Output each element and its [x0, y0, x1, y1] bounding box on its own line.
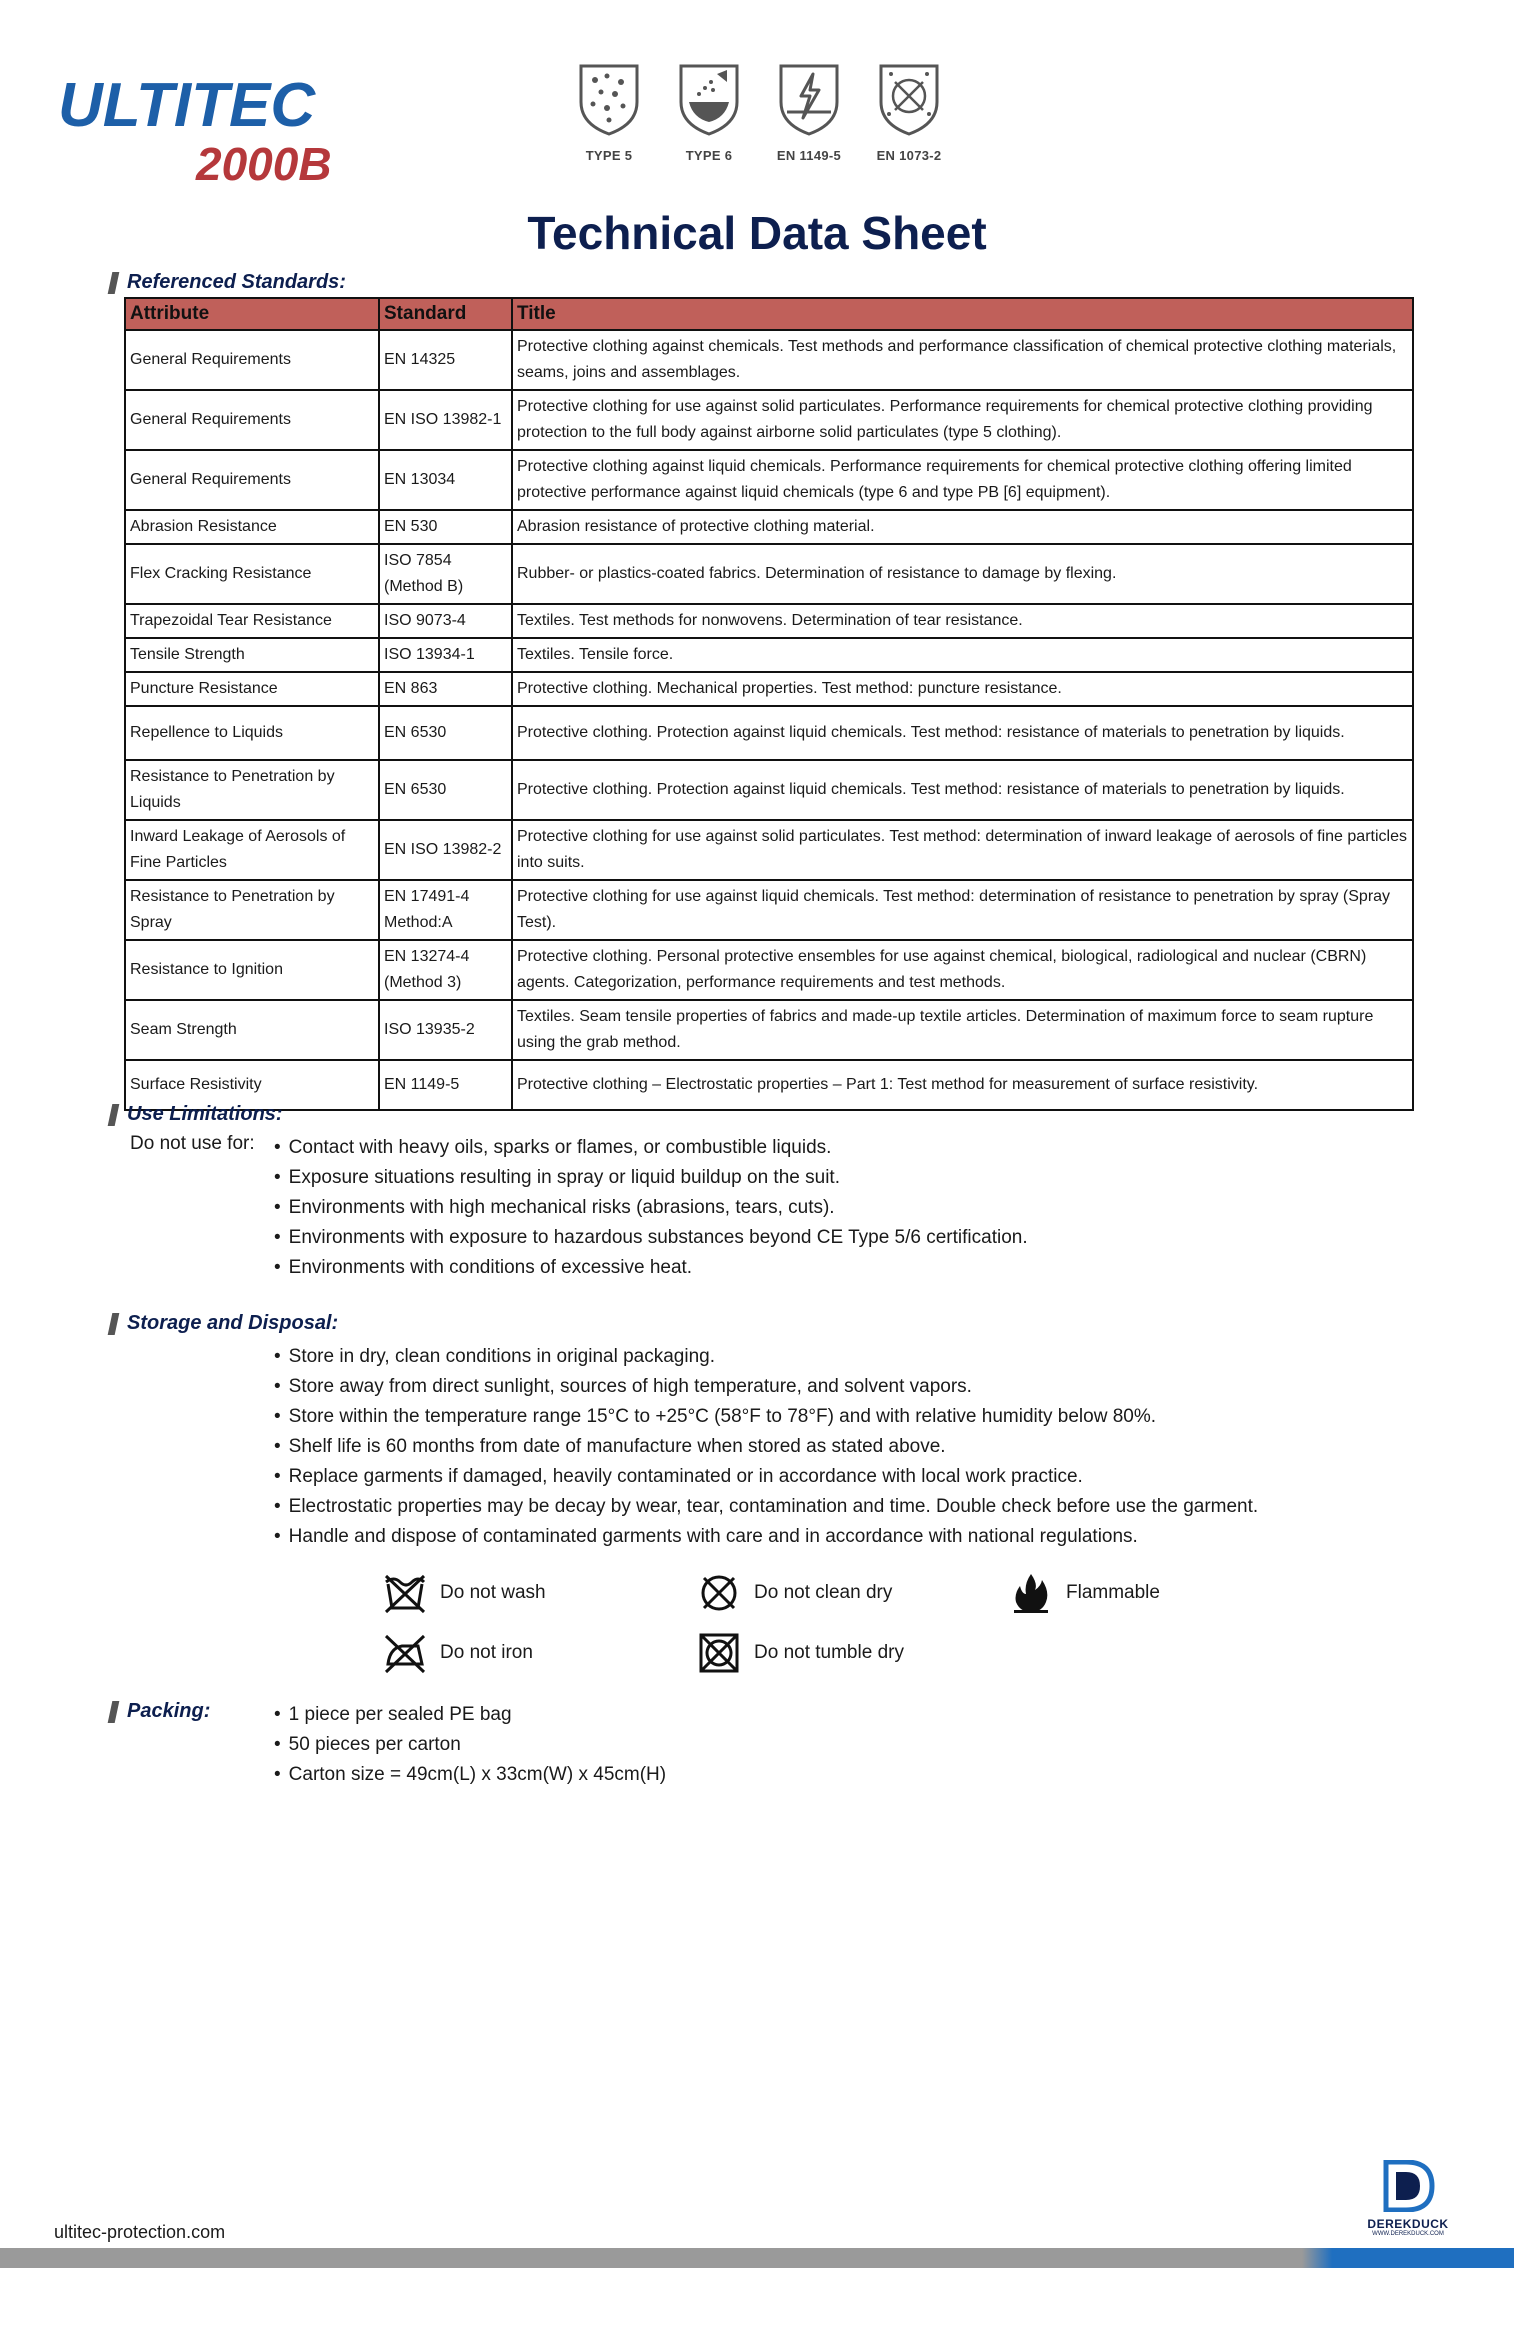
- attribute-cell: Surface Resistivity: [125, 1060, 379, 1110]
- list-item: • 50 pieces per carton: [274, 1730, 666, 1760]
- table-row: [125, 1000, 1413, 1060]
- attribute-cell: Resistance to Penetration by Spray: [125, 880, 379, 940]
- title-cell: Protective clothing for use against solid particulates. Performance requirements for chemical protective clothing providing protection to the full body against airborne solid particulates (type 5 clothing).: [512, 390, 1413, 450]
- attribute-cell: Flex Cracking Resistance: [125, 544, 379, 604]
- standard-cell: EN 1149-5: [379, 1060, 512, 1110]
- standard-cell: EN 13274-4 (Method 3): [379, 940, 512, 1000]
- attribute-cell: General Requirements: [125, 330, 379, 390]
- title-cell: Protective clothing for use against solid particulates. Test method: determination of inward leakage of aerosols of fine particles into suits.: [512, 820, 1413, 880]
- section-heading-text: Storage and Disposal:: [127, 1312, 339, 1334]
- table-row: [125, 820, 1413, 880]
- table-row: [125, 880, 1413, 940]
- table-row: [125, 1060, 1413, 1110]
- title-cell: Protective clothing against liquid chemicals. Performance requirements for chemical protective clothing offering limited protective performance against liquid chemicals (type 6 and type PB [6] equipment).: [512, 450, 1413, 510]
- attribute-cell: Trapezoidal Tear Resistance: [125, 604, 379, 638]
- certification-icons: [572, 62, 946, 163]
- section-bar: [108, 272, 120, 294]
- standard-cell: EN ISO 13982-1: [379, 390, 512, 450]
- referenced-standards-heading: [110, 271, 346, 294]
- care-label: Do not tumble dry: [754, 1642, 904, 1663]
- column-header: Standard: [379, 298, 512, 330]
- table-row: [125, 940, 1413, 1000]
- use-limitations-list: [274, 1133, 1028, 1283]
- do-not-iron-icon: [382, 1632, 428, 1674]
- radioactive-particles-icon: [877, 62, 941, 138]
- care-no-iron: [382, 1632, 533, 1674]
- title-cell: Protective clothing for use against liquid chemicals. Test method: determination of resistance to penetration by spray (Spray Test).: [512, 880, 1413, 940]
- attribute-cell: Tensile Strength: [125, 638, 379, 672]
- table-row: [125, 638, 1413, 672]
- standard-cell: EN 530: [379, 510, 512, 544]
- ultitec-logo: [56, 62, 376, 192]
- packing-heading: [110, 1700, 210, 1723]
- attribute-cell: General Requirements: [125, 450, 379, 510]
- section-heading-text: Use Limitations:: [127, 1103, 283, 1125]
- list-item: • Contact with heavy oils, sparks or flames, or combustible liquids.: [274, 1133, 1028, 1163]
- title-cell: Protective clothing against chemicals. Test methods and performance classification of chemical protective clothing materials, seams, joins and assemblages.: [512, 330, 1413, 390]
- list-item: • Environments with exposure to hazardous substances beyond CE Type 5/6 certification.: [274, 1223, 1028, 1253]
- logo-brand-text: ULTITEC: [58, 71, 316, 140]
- list-item: • Carton size = 49cm(L) x 33cm(W) x 45cm(H): [274, 1760, 666, 1790]
- title-cell: Protective clothing. Personal protective ensembles for use against chemical, biological, radiological and nuclear (CBRN) agents. Categorization, performance requirements and test methods.: [512, 940, 1413, 1000]
- title-cell: Protective clothing. Protection against liquid chemicals. Test method: resistance of materials to penetration by liquids.: [512, 760, 1413, 820]
- title-cell: Protective clothing. Mechanical properties. Test method: puncture resistance.: [512, 672, 1413, 706]
- table-row: [125, 604, 1413, 638]
- partner-site: WWW.DEREKDUCK.COM: [1372, 2231, 1444, 2237]
- care-label: Do not iron: [440, 1642, 533, 1663]
- title-cell: Rubber- or plastics-coated fabrics. Determination of resistance to damage by flexing.: [512, 544, 1413, 604]
- standard-cell: EN 13034: [379, 450, 512, 510]
- care-no-dry-clean: [696, 1572, 892, 1614]
- standard-cell: EN 6530: [379, 706, 512, 760]
- title-cell: Textiles. Tensile force.: [512, 638, 1413, 672]
- cert-en1073: [872, 62, 946, 163]
- title-cell: Textiles. Seam tensile properties of fabrics and made-up textile articles. Determination of maximum force to seam rupture using the grab method.: [512, 1000, 1413, 1060]
- cert-label: TYPE 6: [685, 148, 733, 163]
- care-flammable: [1008, 1572, 1160, 1614]
- table-row: [125, 706, 1413, 760]
- section-heading-text: Packing:: [127, 1700, 211, 1722]
- section-bar: [108, 1104, 120, 1126]
- column-header: Title: [512, 298, 1413, 330]
- table-row: [125, 510, 1413, 544]
- derekduck-mark-icon: [1376, 2160, 1440, 2212]
- table-header-row: [125, 298, 1413, 330]
- cert-en1149: [772, 62, 846, 163]
- standard-cell: ISO 9073-4: [379, 604, 512, 638]
- standard-cell: EN 14325: [379, 330, 512, 390]
- standard-cell: EN 17491-4 Method:A: [379, 880, 512, 940]
- table-row: [125, 760, 1413, 820]
- table-row: [125, 330, 1413, 390]
- care-label: Do not clean dry: [754, 1582, 893, 1603]
- title-cell: Abrasion resistance of protective clothing material.: [512, 510, 1413, 544]
- table-row: [125, 450, 1413, 510]
- title-cell: Protective clothing. Protection against liquid chemicals. Test method: resistance of materials to penetration by liquids.: [512, 706, 1413, 760]
- list-item: • Store in dry, clean conditions in original packaging.: [274, 1342, 1258, 1372]
- attribute-cell: Inward Leakage of Aerosols of Fine Particles: [125, 820, 379, 880]
- type6-spray-icon: [677, 62, 741, 138]
- cert-label: EN 1073-2: [876, 148, 942, 163]
- list-item: • Handle and dispose of contaminated garments with care and in accordance with national regulations.: [274, 1522, 1258, 1552]
- do-not-tumble-dry-icon: [696, 1632, 742, 1674]
- care-no-tumble-dry: [696, 1632, 904, 1674]
- do-not-use-label: Do not use for:: [130, 1133, 255, 1154]
- page-title: Technical Data Sheet: [527, 207, 987, 259]
- attribute-cell: Abrasion Resistance: [125, 510, 379, 544]
- attribute-cell: Puncture Resistance: [125, 672, 379, 706]
- list-item: • 1 piece per sealed PE bag: [274, 1700, 666, 1730]
- attribute-cell: Seam Strength: [125, 1000, 379, 1060]
- standard-cell: EN ISO 13982-2: [379, 820, 512, 880]
- title-cell: Protective clothing – Electrostatic properties – Part 1: Test method for measurement of surface resistivity.: [512, 1060, 1413, 1110]
- list-item: • Replace garments if damaged, heavily contaminated or in accordance with local work practice.: [274, 1462, 1258, 1492]
- do-not-wash-icon: [382, 1572, 428, 1614]
- antistatic-icon: [777, 62, 841, 138]
- list-item: • Environments with conditions of excessive heat.: [274, 1253, 1028, 1283]
- list-item: • Electrostatic properties may be decay by wear, tear, contamination and time. Double check before use the garment.: [274, 1492, 1258, 1522]
- storage-list: [274, 1342, 1258, 1552]
- flame-icon: [1008, 1572, 1054, 1614]
- standard-cell: ISO 7854 (Method B): [379, 544, 512, 604]
- table-row: [125, 672, 1413, 706]
- column-header: Attribute: [125, 298, 379, 330]
- list-item: • Store within the temperature range 15°C to +25°C (58°F to 78°F) and with relative humidity below 80%.: [274, 1402, 1258, 1432]
- footer-bar: [0, 2248, 1514, 2268]
- standards-table: [124, 297, 1414, 1111]
- packing-list: [274, 1700, 666, 1790]
- partner-name: DEREKDUCK: [1367, 2217, 1449, 2231]
- attribute-cell: Repellence to Liquids: [125, 706, 379, 760]
- cert-type5: [572, 62, 646, 163]
- list-item: • Environments with high mechanical risks (abrasions, tears, cuts).: [274, 1193, 1028, 1223]
- care-no-wash: [382, 1572, 546, 1614]
- list-item: • Store away from direct sunlight, sources of high temperature, and solvent vapors.: [274, 1372, 1258, 1402]
- table-row: [125, 544, 1413, 604]
- cert-type6: [672, 62, 746, 163]
- storage-disposal-heading: [110, 1312, 338, 1335]
- attribute-cell: Resistance to Penetration by Liquids: [125, 760, 379, 820]
- attribute-cell: Resistance to Ignition: [125, 940, 379, 1000]
- use-limitations-heading: [110, 1103, 283, 1126]
- do-not-dry-clean-icon: [696, 1572, 742, 1614]
- standard-cell: ISO 13935-2: [379, 1000, 512, 1060]
- title-cell: Textiles. Test methods for nonwovens. Determination of tear resistance.: [512, 604, 1413, 638]
- standard-cell: EN 863: [379, 672, 512, 706]
- section-bar: [108, 1701, 120, 1723]
- logo-model-text: 2000B: [196, 138, 332, 190]
- section-bar: [108, 1313, 120, 1335]
- standard-cell: ISO 13934-1: [379, 638, 512, 672]
- cert-label: TYPE 5: [585, 148, 633, 163]
- care-label: Flammable: [1066, 1582, 1160, 1603]
- derekduck-logo: [1358, 2160, 1458, 2240]
- care-label: Do not wash: [440, 1582, 546, 1603]
- section-heading-text: Referenced Standards:: [127, 271, 346, 293]
- list-item: • Shelf life is 60 months from date of manufacture when stored as stated above.: [274, 1432, 1258, 1462]
- cert-label: EN 1149-5: [776, 148, 842, 163]
- attribute-cell: General Requirements: [125, 390, 379, 450]
- list-item: • Exposure situations resulting in spray or liquid buildup on the suit.: [274, 1163, 1028, 1193]
- footer-url: ultitec-protection.com: [54, 2222, 226, 2242]
- type5-particles-icon: [577, 62, 641, 138]
- table-row: [125, 390, 1413, 450]
- standard-cell: EN 6530: [379, 760, 512, 820]
